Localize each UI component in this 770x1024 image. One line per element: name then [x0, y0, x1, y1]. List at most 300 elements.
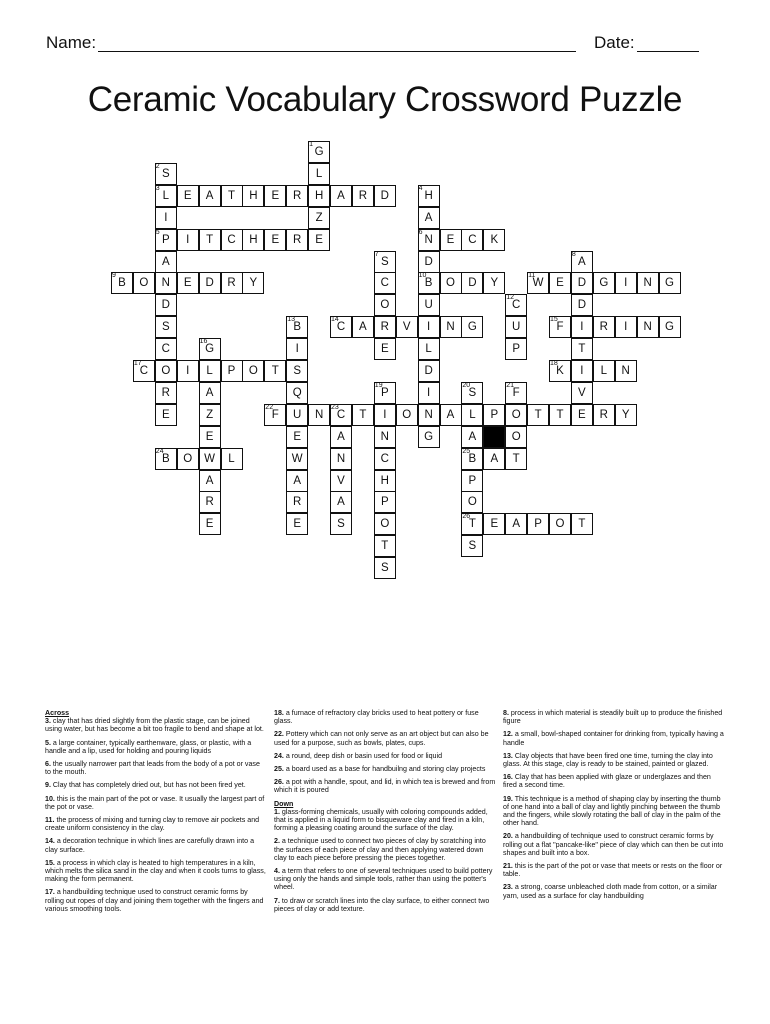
grid-cell[interactable] — [418, 426, 440, 448]
clue-number: 26. — [274, 778, 284, 787]
cell-letter: G — [599, 277, 609, 290]
grid-cell[interactable] — [418, 382, 440, 404]
grid-cell[interactable] — [396, 316, 418, 338]
grid-cell[interactable] — [199, 404, 221, 426]
cell-letter: E — [271, 189, 280, 202]
grid-cell[interactable] — [374, 513, 396, 535]
grid-cell[interactable] — [461, 404, 483, 426]
grid-cell[interactable] — [199, 513, 221, 535]
grid-cell[interactable] — [330, 404, 352, 426]
grid-cell[interactable] — [155, 185, 177, 207]
grid-cell[interactable] — [155, 360, 177, 382]
clue-item — [274, 897, 496, 913]
clue-item — [45, 816, 267, 832]
grid-cell[interactable] — [330, 513, 352, 535]
cell-letter: S — [161, 167, 170, 180]
grid-cell[interactable] — [483, 229, 505, 251]
grid-cell[interactable] — [593, 360, 615, 382]
grid-cell[interactable] — [374, 382, 396, 404]
grid-cell[interactable] — [549, 272, 571, 294]
clue-number: 13. — [503, 751, 513, 760]
clue-number: 5 — [155, 228, 160, 236]
cell-letter: A — [293, 474, 302, 487]
grid-cell[interactable] — [199, 272, 221, 294]
grid-cell[interactable] — [593, 404, 615, 426]
clue-item — [45, 837, 267, 853]
cell-letter: L — [162, 189, 169, 202]
cell-letter: L — [206, 365, 213, 377]
cell-letter: E — [446, 233, 455, 246]
grid-cell[interactable] — [571, 294, 593, 316]
clue-number: 26 — [462, 513, 471, 521]
grid-cell[interactable] — [505, 448, 527, 470]
clue-number: 18. — [274, 709, 284, 717]
grid-cell[interactable] — [286, 404, 308, 426]
cell-letter: U — [424, 299, 433, 312]
grid-cell[interactable] — [286, 491, 308, 513]
clue-number: 3 — [155, 184, 160, 192]
cell-letter: T — [578, 518, 586, 531]
grid-cell[interactable] — [571, 382, 593, 404]
grid-cell[interactable] — [221, 272, 243, 294]
grid-cell[interactable] — [571, 272, 593, 294]
clue-item — [45, 717, 267, 733]
grid-cell[interactable] — [440, 229, 462, 251]
clue-number: 15 — [550, 316, 558, 324]
clue-list — [503, 709, 725, 900]
grid-cell[interactable] — [615, 316, 637, 338]
cell-letter: O — [139, 277, 149, 290]
grid-cell[interactable] — [418, 272, 440, 294]
grid-cell[interactable] — [483, 272, 505, 294]
cell-letter: Z — [315, 211, 323, 224]
grid-cell[interactable] — [505, 294, 527, 316]
grid-cell[interactable] — [330, 448, 352, 470]
grid-cell[interactable] — [461, 229, 483, 251]
grid-cell[interactable] — [221, 185, 243, 207]
grid-cell[interactable] — [527, 513, 549, 535]
clue-item — [503, 773, 725, 789]
clue-number: 5. — [45, 738, 51, 747]
grid-cell[interactable] — [615, 272, 637, 294]
grid-cell[interactable] — [286, 513, 308, 535]
grid-cell[interactable] — [549, 513, 571, 535]
cell-letter: O — [380, 299, 390, 312]
grid-cell[interactable] — [286, 360, 308, 382]
cell-letter: F — [556, 321, 564, 334]
clue-number: 10. — [45, 794, 55, 803]
cell-letter: A — [337, 496, 345, 509]
clue-number: 4. — [274, 867, 280, 876]
cell-letter: O — [161, 365, 171, 377]
grid-cell[interactable] — [571, 404, 593, 426]
clue-number: 10 — [418, 272, 427, 280]
grid-cell[interactable] — [418, 207, 440, 229]
grid-cell[interactable] — [308, 207, 330, 229]
grid-cell[interactable] — [177, 229, 199, 251]
cell-letter: B — [118, 277, 126, 290]
grid-cell[interactable] — [308, 163, 330, 185]
clue-text: a strong, coarse unbleached cloth made from cotton, or a similar yarn, used as a surface for clay handbuilding — [503, 883, 718, 900]
cell-letter: R — [227, 277, 236, 290]
cell-letter: A — [578, 255, 586, 268]
grid-cell[interactable] — [155, 448, 177, 470]
clue-column-1 — [45, 709, 267, 918]
grid-cell[interactable] — [352, 185, 374, 207]
cell-letter: O — [446, 277, 455, 290]
clue-item — [503, 709, 725, 725]
clue-number: 16. — [503, 773, 513, 782]
grid-cell[interactable] — [221, 448, 243, 470]
grid-cell[interactable] — [418, 316, 440, 338]
clue-text: Clay that has been applied with glaze or underglazes and then fired a second time. — [503, 773, 711, 790]
grid-cell[interactable] — [505, 404, 527, 426]
clue-list — [274, 808, 496, 913]
cell-letter: I — [426, 321, 431, 334]
grid-cell[interactable] — [374, 272, 396, 294]
cell-letter: L — [228, 452, 235, 465]
cell-letter: E — [293, 430, 302, 443]
name-label: Name: — [46, 33, 97, 52]
cell-letter: G — [314, 146, 324, 158]
grid-cell[interactable] — [374, 338, 396, 360]
cell-letter: U — [293, 408, 302, 421]
grid-cell[interactable] — [461, 426, 483, 448]
clue-text: a board used as a base for handbuilng and storing clay projects — [283, 765, 486, 774]
grid-cell[interactable] — [199, 185, 221, 207]
cell-letter: G — [467, 321, 477, 334]
grid-cell[interactable] — [199, 338, 221, 360]
cell-letter: I — [580, 365, 584, 377]
cell-letter: A — [512, 518, 521, 531]
cell-letter: L — [600, 365, 607, 377]
clue-number: 23 — [331, 403, 339, 411]
grid-cell[interactable] — [483, 448, 505, 470]
grid-cell[interactable] — [221, 229, 243, 251]
grid-cell[interactable] — [418, 229, 440, 251]
clue-item — [45, 888, 267, 913]
cell-letter: R — [358, 189, 368, 202]
clue-text: This technique is a method of shaping clay by inserting the thumb of one hand into a ball of clay and lightly pinching between the thumb and the fingers, while slowly rotating the ball of clay in the palm of the other hand. — [503, 794, 721, 828]
grid-cell[interactable] — [527, 272, 549, 294]
grid-cell[interactable] — [461, 535, 483, 557]
cell-letter: Y — [490, 277, 499, 290]
clue-text: a furnace of refractory clay bricks used to heat pottery or fuse glass. — [274, 709, 479, 726]
cell-letter: D — [577, 277, 587, 290]
grid-cell[interactable] — [374, 491, 396, 513]
grid-cell[interactable] — [330, 185, 352, 207]
grid-cell[interactable] — [242, 360, 264, 382]
cell-letter: H — [380, 474, 389, 487]
clue-item — [45, 781, 267, 789]
grid-cell[interactable] — [571, 338, 593, 360]
cell-letter: N — [446, 321, 455, 334]
grid-cell[interactable] — [308, 185, 330, 207]
clue-text: Pottery which can not only serve as an art object but can also be used for a purpose, such as bowls, plates, cups. — [274, 730, 489, 747]
grid-cell[interactable] — [505, 382, 527, 404]
cell-letter: E — [205, 518, 214, 531]
cell-letter: B — [161, 452, 170, 465]
clue-text: glass-forming chemicals, usually with coloring compounds added, that is applied in a liquid form to bisqueware clay and fired in a kiln, forming a pleasing coating around the surface of the clay. — [274, 807, 488, 833]
grid-cell[interactable] — [505, 338, 527, 360]
grid-cell[interactable] — [374, 426, 396, 448]
grid-cell[interactable] — [440, 316, 462, 338]
clue-number: 9. — [45, 781, 51, 790]
grid-cell[interactable] — [199, 382, 221, 404]
grid-cell[interactable] — [199, 491, 221, 513]
grid-cell[interactable] — [527, 404, 549, 426]
grid-cell[interactable] — [177, 185, 199, 207]
grid-cell[interactable] — [242, 229, 264, 251]
clue-item — [503, 862, 725, 878]
cell-letter: E — [578, 408, 586, 421]
clue-item — [45, 795, 267, 811]
grid-cell[interactable] — [199, 448, 221, 470]
cell-letter: O — [467, 496, 477, 509]
grid-cell[interactable] — [308, 141, 330, 163]
cell-letter: T — [206, 233, 214, 246]
grid-cell[interactable] — [330, 426, 352, 448]
grid-cell[interactable] — [330, 491, 352, 513]
cell-letter: A — [161, 255, 170, 268]
grid-cell[interactable] — [571, 513, 593, 535]
grid-cell[interactable] — [286, 229, 308, 251]
cell-letter: R — [161, 386, 170, 399]
cell-letter: A — [446, 408, 455, 421]
cell-letter: D — [161, 299, 170, 312]
grid-cell[interactable] — [461, 491, 483, 513]
cell-letter: P — [380, 496, 389, 509]
grid-cell[interactable] — [461, 316, 483, 338]
clue-number: 17 — [133, 360, 142, 367]
grid-cell[interactable] — [461, 513, 483, 535]
across-heading: Across — [45, 709, 70, 717]
cell-letter: N — [314, 408, 324, 421]
grid-cell[interactable] — [155, 251, 177, 273]
cell-letter: C — [227, 233, 236, 246]
clue-number: 21. — [503, 862, 513, 871]
cell-letter: I — [383, 408, 387, 421]
grid-cell[interactable] — [571, 251, 593, 273]
grid-cell[interactable] — [659, 272, 681, 294]
grid-cell[interactable] — [418, 338, 440, 360]
cell-letter: K — [556, 365, 564, 377]
grid-cell[interactable] — [374, 316, 396, 338]
cell-letter: R — [205, 496, 214, 509]
grid-cell[interactable] — [155, 163, 177, 185]
down-heading: Down — [274, 799, 294, 808]
grid-cell[interactable] — [461, 272, 483, 294]
grid-cell[interactable] — [177, 448, 199, 470]
grid-cell[interactable] — [199, 229, 221, 251]
cell-letter: E — [183, 189, 192, 202]
cell-letter: O — [402, 408, 412, 421]
grid-cell[interactable] — [155, 338, 177, 360]
clue-item — [274, 867, 496, 892]
grid-cell[interactable] — [549, 404, 571, 426]
grid-cell[interactable] — [308, 404, 330, 426]
cell-letter: I — [580, 321, 584, 334]
grid-cell[interactable] — [155, 229, 177, 251]
grid-cell[interactable] — [308, 229, 330, 251]
grid-cell[interactable] — [505, 513, 527, 535]
clue-item — [274, 765, 496, 773]
cell-letter: Z — [206, 408, 214, 421]
grid-cell[interactable] — [593, 316, 615, 338]
grid-cell[interactable] — [286, 316, 308, 338]
grid-cell[interactable] — [286, 448, 308, 470]
cell-letter: Q — [292, 386, 302, 399]
cell-letter: S — [380, 562, 389, 575]
clue-list — [274, 709, 496, 795]
cell-letter: S — [380, 255, 389, 268]
clue-number: 11. — [45, 816, 55, 825]
clue-number: 16 — [199, 338, 208, 346]
grid-cell[interactable] — [374, 185, 396, 207]
cell-letter: D — [205, 277, 214, 290]
grid-cell[interactable] — [374, 251, 396, 273]
clue-text: a handbuilding of technique used to construct ceramic forms by rolling out a flat "pancake-like" piece of clay which can then be cut into shapes and built into a box. — [503, 832, 724, 857]
grid-cell[interactable] — [374, 535, 396, 557]
cell-letter: P — [380, 386, 389, 399]
grid-cell[interactable] — [440, 272, 462, 294]
grid-cell[interactable] — [199, 360, 221, 382]
grid-cell[interactable] — [155, 272, 177, 294]
cell-letter: P — [534, 518, 542, 531]
grid-cell[interactable] — [155, 316, 177, 338]
clue-item — [503, 795, 725, 828]
grid-cell[interactable] — [374, 404, 396, 426]
cell-letter: P — [468, 474, 477, 487]
grid-cell[interactable] — [330, 470, 352, 492]
clue-number: 21 — [506, 381, 514, 389]
grid-cell[interactable] — [374, 294, 396, 316]
grid-cell[interactable] — [637, 316, 659, 338]
clue-text: Clay that has completely dried out, but has not been fired yet. — [50, 781, 246, 790]
cell-letter: C — [336, 321, 346, 334]
grid-cell[interactable] — [461, 470, 483, 492]
grid-cell[interactable] — [352, 404, 374, 426]
cell-letter: T — [271, 365, 279, 377]
grid-cell[interactable] — [264, 404, 286, 426]
date-label: Date: — [594, 33, 635, 52]
cell-letter: N — [643, 277, 652, 290]
clue-number: 2. — [274, 837, 280, 846]
grid-cell[interactable] — [483, 513, 505, 535]
grid-cell[interactable] — [286, 185, 308, 207]
clue-number: 24. — [274, 751, 284, 760]
grid-cell[interactable] — [286, 338, 308, 360]
grid-cell[interactable] — [221, 360, 243, 382]
grid-cell[interactable] — [418, 404, 440, 426]
clue-number: 19. — [503, 794, 513, 803]
grid-cell[interactable] — [418, 251, 440, 273]
grid-cell[interactable] — [418, 185, 440, 207]
cell-letter: K — [490, 233, 499, 246]
cell-letter: C — [161, 343, 170, 356]
cell-letter: L — [469, 408, 476, 421]
grid-cell[interactable] — [483, 404, 505, 426]
grid-cell[interactable] — [571, 316, 593, 338]
cell-letter: G — [665, 321, 674, 334]
grid-cell[interactable] — [615, 360, 637, 382]
grid-cell[interactable] — [286, 382, 308, 404]
grid-cell[interactable] — [374, 557, 396, 579]
grid-cell[interactable] — [571, 360, 593, 382]
grid-cell[interactable] — [155, 294, 177, 316]
cell-letter: S — [161, 321, 170, 334]
grid-cell[interactable] — [242, 272, 264, 294]
grid-cell[interactable] — [199, 470, 221, 492]
grid-cell[interactable] — [418, 360, 440, 382]
cell-letter: A — [490, 452, 499, 465]
cell-letter: O — [248, 365, 258, 377]
grid-cell[interactable] — [659, 316, 681, 338]
cell-letter: A — [359, 321, 367, 334]
cell-letter: N — [336, 452, 346, 465]
clue-item — [503, 883, 725, 899]
cell-letter: S — [293, 365, 302, 377]
grid-cell[interactable] — [374, 470, 396, 492]
grid-cell[interactable] — [177, 360, 199, 382]
grid-cell[interactable] — [374, 448, 396, 470]
clue-text: a large container, typically earthenware, glass, or plastic, with a handle and a lip, used for holding and pouring liquids — [45, 738, 252, 755]
grid-cell[interactable] — [505, 316, 527, 338]
cell-letter: C — [139, 365, 149, 377]
grid-cell[interactable] — [615, 404, 637, 426]
grid-cell[interactable] — [549, 316, 571, 338]
grid-cell[interactable] — [396, 404, 418, 426]
grid-cell[interactable] — [264, 229, 286, 251]
grid-cell[interactable] — [461, 382, 483, 404]
grid-cell[interactable] — [440, 404, 462, 426]
grid-cell[interactable] — [461, 448, 483, 470]
grid-cell[interactable] — [177, 272, 199, 294]
cell-letter: S — [468, 386, 477, 399]
grid-cell[interactable] — [111, 272, 133, 294]
grid-cell[interactable] — [549, 360, 571, 382]
clue-number: 13 — [287, 316, 295, 324]
grid-cell[interactable] — [264, 360, 286, 382]
cell-letter: W — [291, 452, 303, 465]
clue-text: a round, deep dish or basin used for food or liquid — [283, 751, 443, 760]
grid-cell[interactable] — [155, 382, 177, 404]
grid-cell[interactable] — [593, 272, 615, 294]
grid-cell[interactable] — [286, 470, 308, 492]
grid-cell[interactable] — [133, 272, 155, 294]
grid-cell[interactable] — [242, 185, 264, 207]
grid-cell[interactable] — [352, 316, 374, 338]
clue-number: 7 — [374, 250, 379, 258]
grid-cell[interactable] — [264, 185, 286, 207]
clue-item — [274, 730, 496, 746]
grid-cell[interactable] — [155, 404, 177, 426]
grid-cell[interactable] — [637, 272, 659, 294]
cell-letter: C — [336, 408, 346, 421]
grid-cell[interactable] — [155, 207, 177, 229]
grid-cell[interactable] — [330, 316, 352, 338]
grid-cell[interactable] — [286, 426, 308, 448]
clue-number: 25 — [462, 447, 471, 455]
grid-cell[interactable] — [418, 294, 440, 316]
cell-letter: A — [205, 189, 214, 202]
cell-letter: Y — [249, 277, 258, 290]
grid-cell[interactable] — [133, 360, 155, 382]
cell-letter: W — [532, 277, 544, 290]
grid-cell[interactable] — [505, 426, 527, 448]
grid-cell[interactable] — [199, 426, 221, 448]
cell-letter: P — [227, 365, 236, 377]
